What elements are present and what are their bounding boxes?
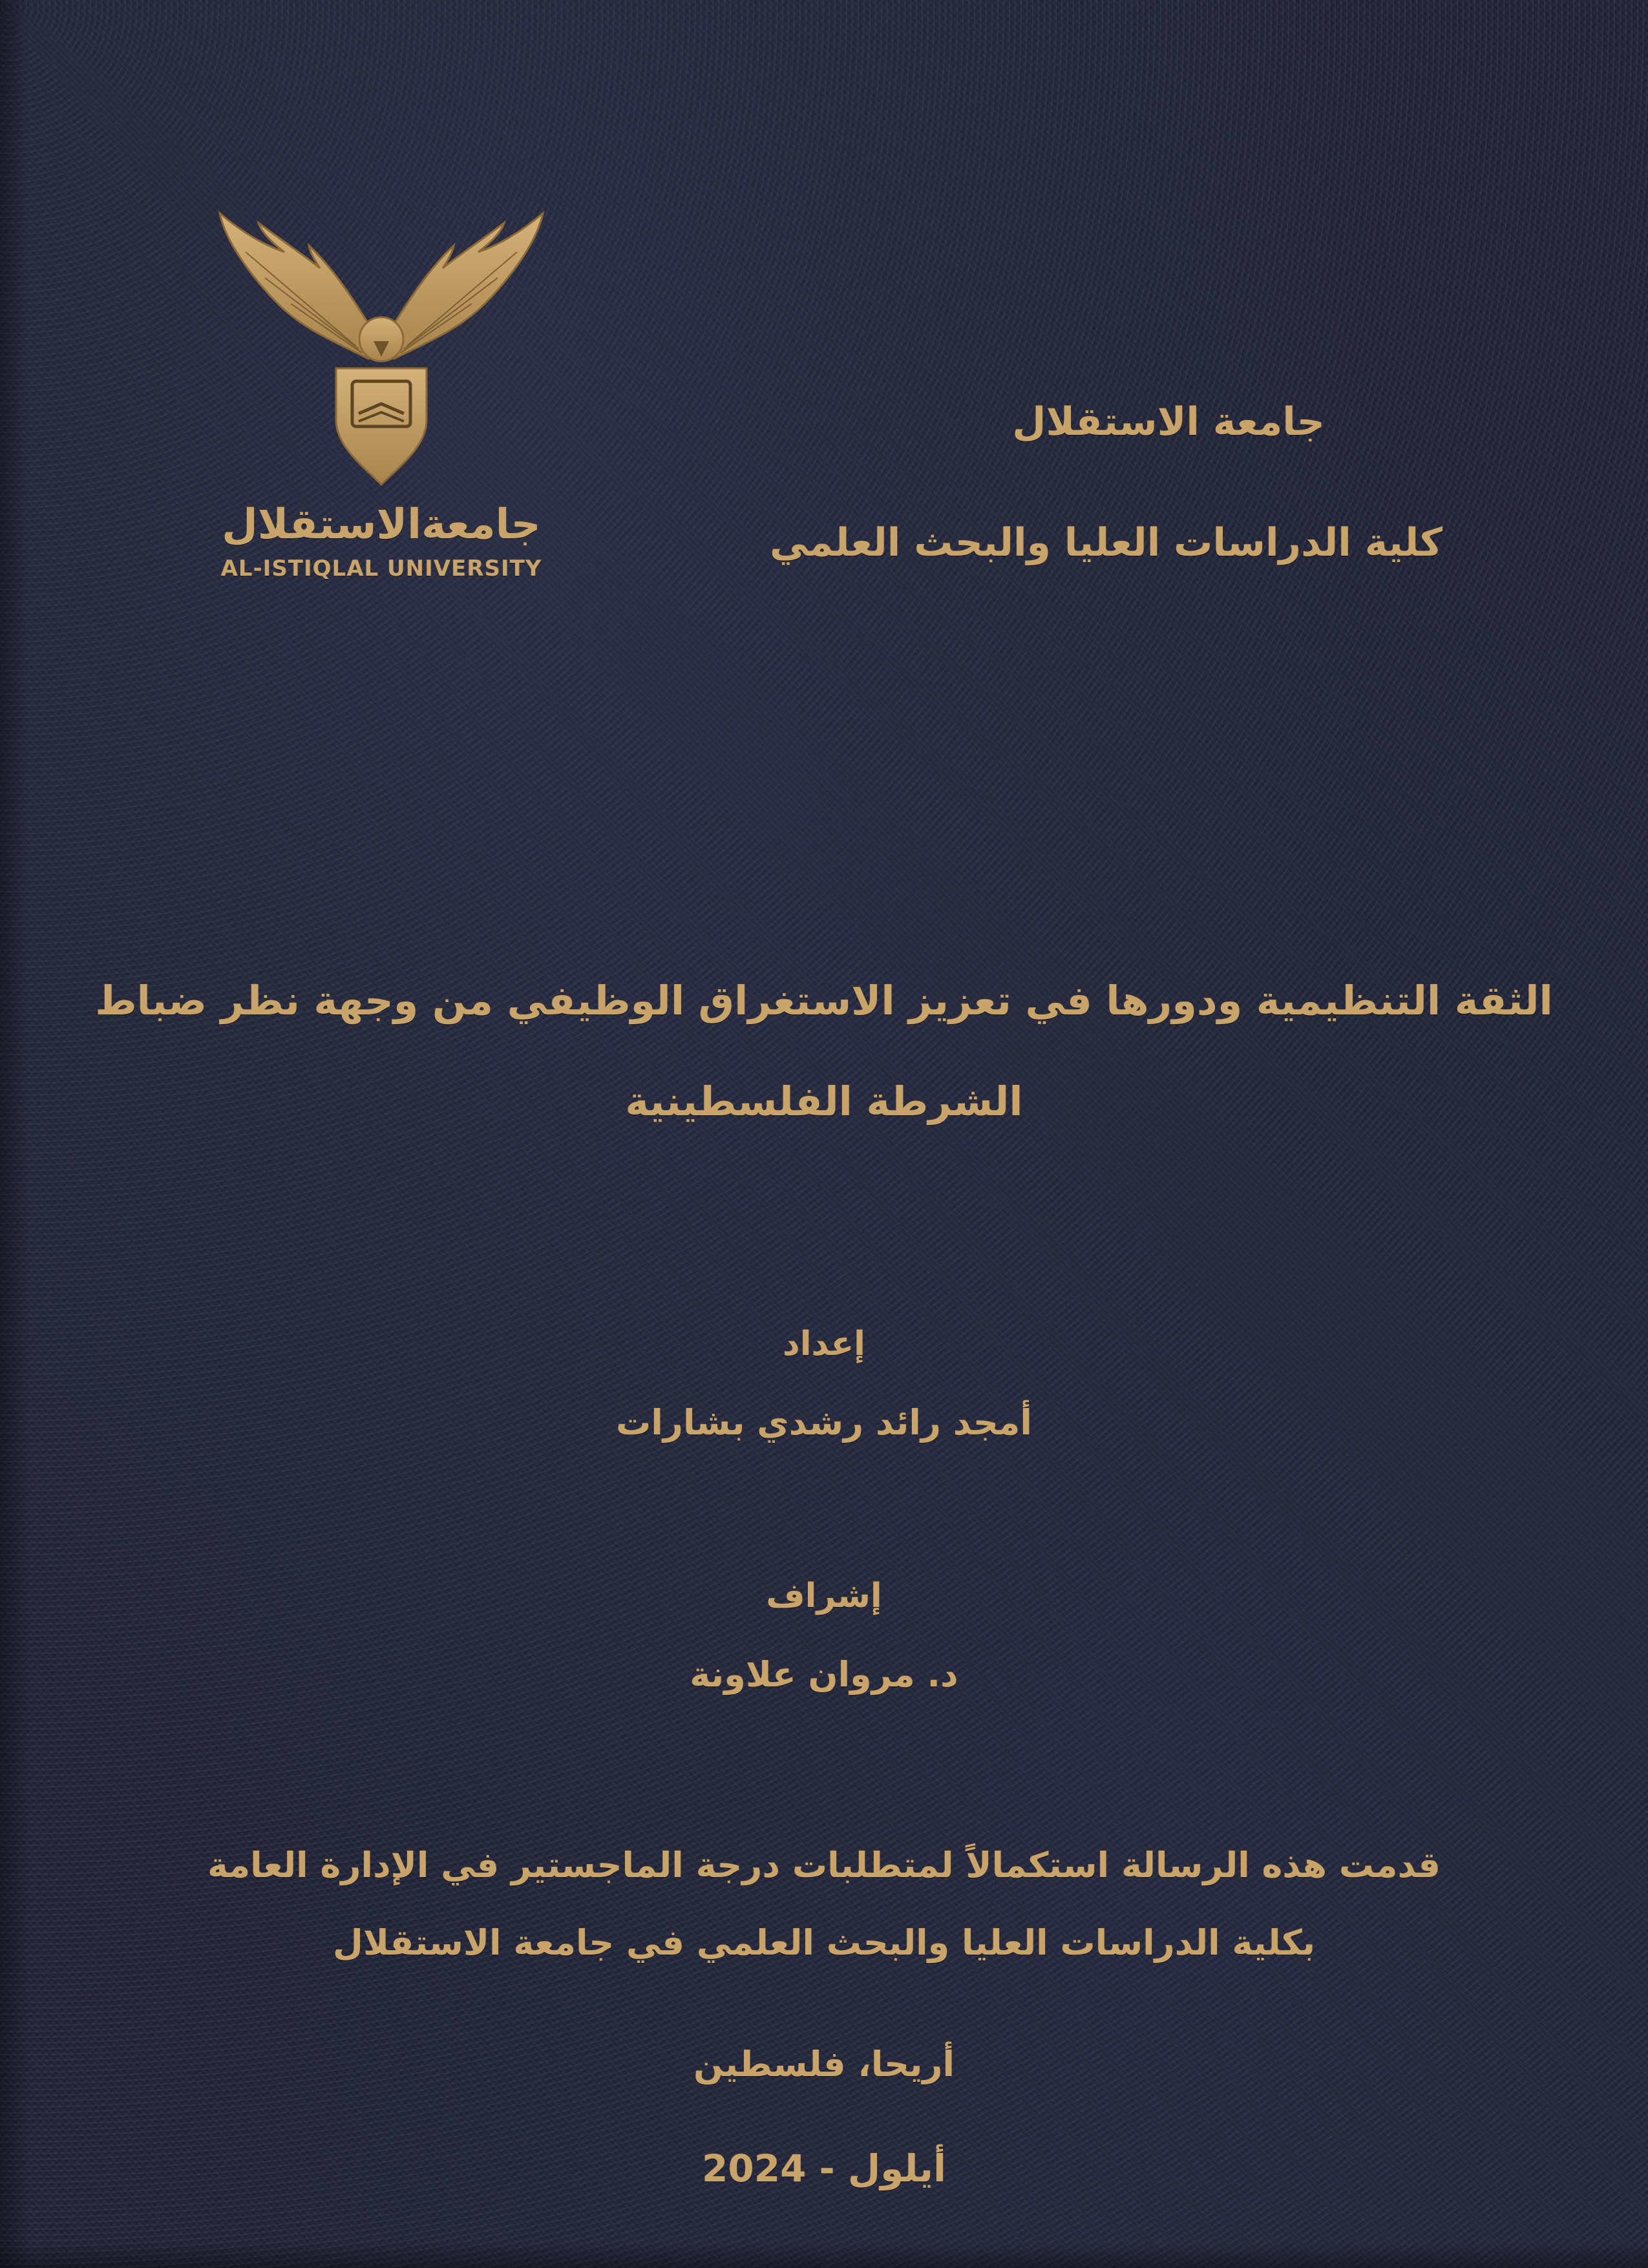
submission-statement-line-1: قدمت هذه الرسالة استكمالاً لمتطلبات درجة الماجستير في الإدارة العامة [0,1845,1648,1885]
logo-english-name: AL-ISTIQLAL UNIVERSITY [207,556,556,582]
supervision-label: إشراف [0,1577,1648,1615]
logo-arabic-name: جامعةالاستقلال [207,501,556,549]
supervisor-name: د. مروان علاونة [0,1654,1648,1695]
submission-statement-line-2: بكلية الدراسات العليا والبحث العلمي في جامعة الاستقلال [0,1922,1648,1963]
thesis-title-line-1: الثقة التنظيمية ودورها في تعزيز الاستغراق الوظيفي من وجهة نظر ضباط [0,977,1648,1024]
author-name: أمجد رائد رشدي بشارات [0,1402,1648,1443]
college-name: كلية الدراسات العليا والبحث العلمي [770,520,1442,565]
prepared-by-label: إعداد [0,1325,1648,1363]
submission-date: أيلول - 2024 [0,2147,1648,2190]
thesis-title-line-2: الشرطة الفلسطينية [0,1078,1648,1125]
place-of-submission: أريحا، فلسطين [0,2044,1648,2084]
university-name: جامعة الاستقلال [1012,399,1325,445]
